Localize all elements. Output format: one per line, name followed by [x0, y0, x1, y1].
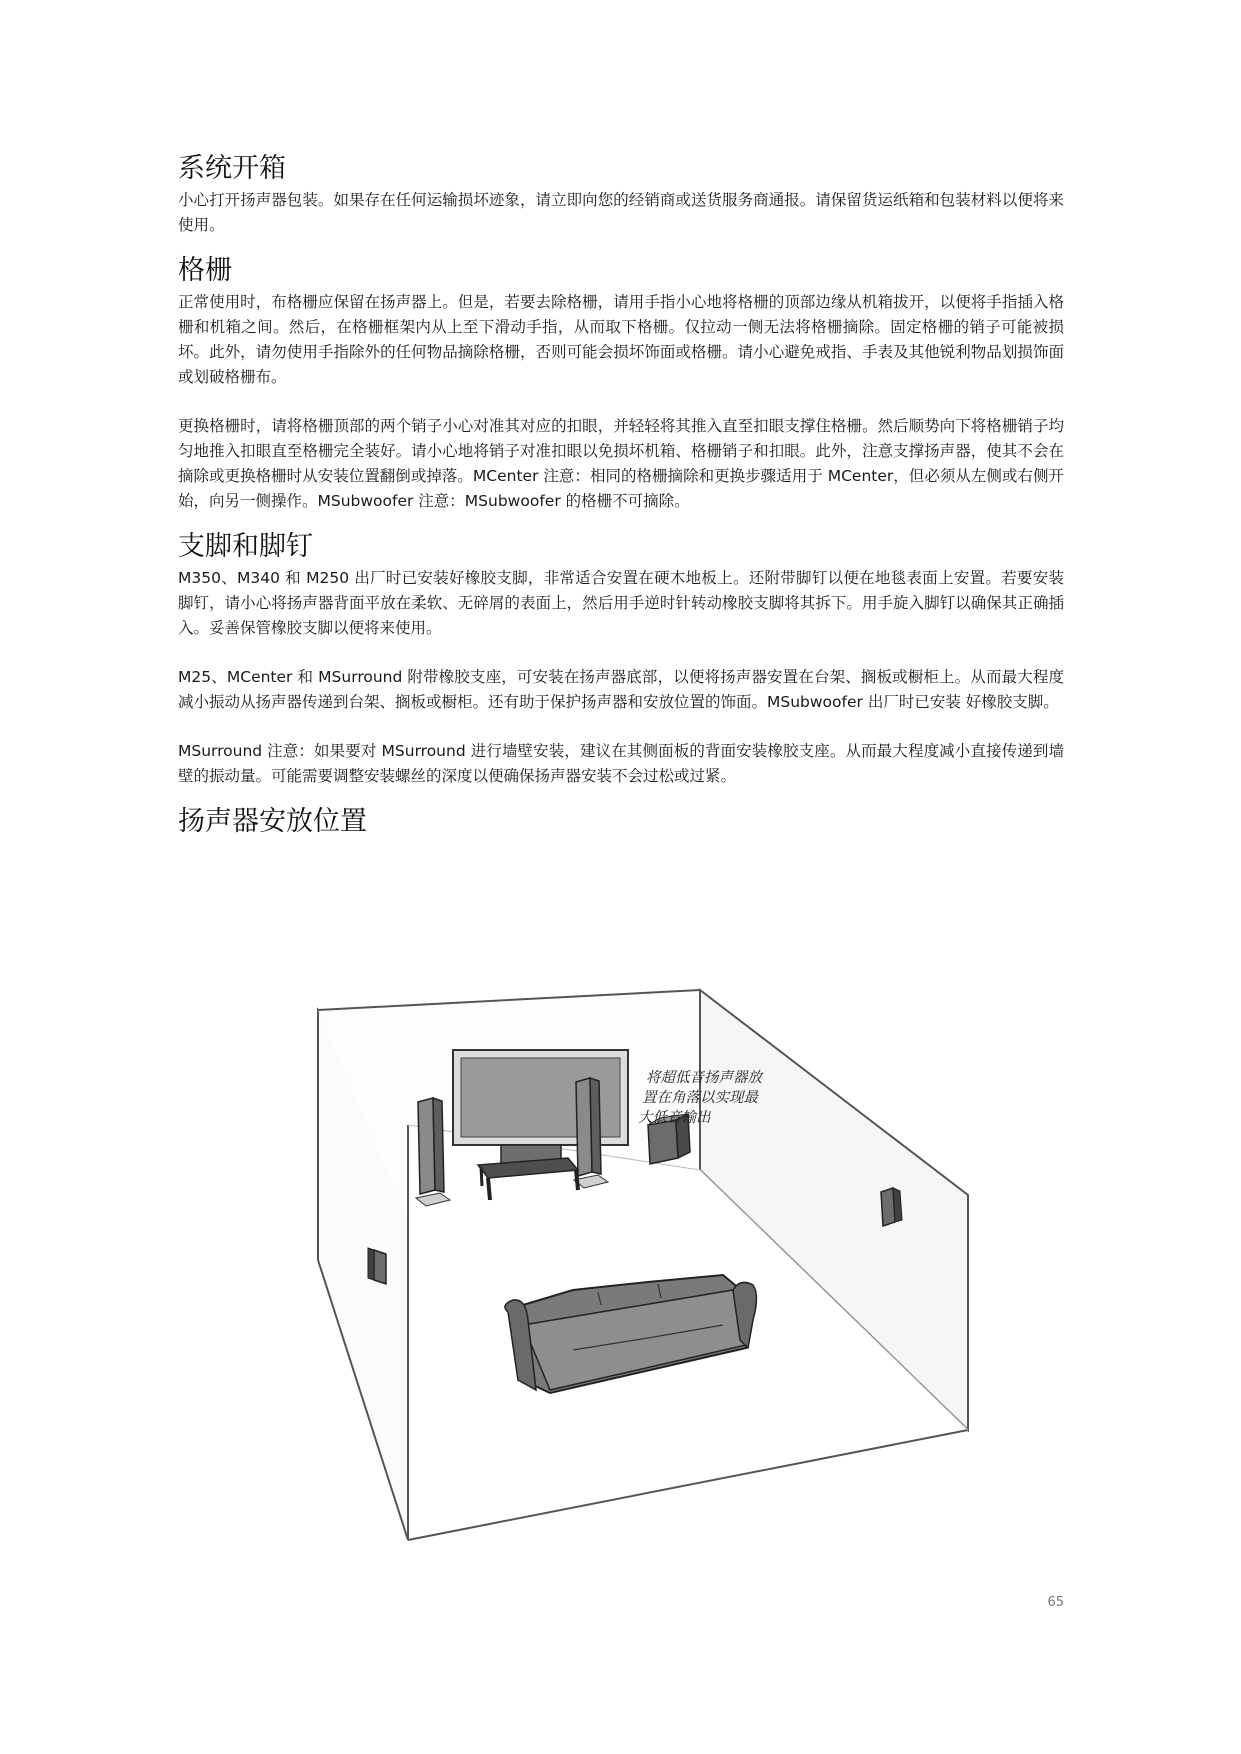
paragraph-grille-replace: 更换格栅时，请将格栅顶部的两个销子小心对准其对应的扣眼，并轻轻将其推入直至扣眼支撑住格栅。然后顺势向下将格栅销子均匀地推入扣眼直至格栅完全装好。请小心地将销子对准扣眼以免损坏机箱、格栅销子和扣眼。此外，注意支撑扬声器，使其不会在摘除或更换格栅时从安装位置翻倒或掉落。MCenter 注意：相同的格栅摘除和更换步骤适用于 MCenter，但必须从左侧或右侧开始，向另一侧操作。MSubwoofer 注意：MSubwoofer 的格栅不可摘除。	[178, 417, 1064, 510]
heading-grille: 格栅	[178, 255, 232, 286]
paragraph-feet-pads: M25、MCenter 和 MSurround 附带橡胶支座，可安装在扬声器底部，以便将扬声器安置在台架、搁板或橱柜上。从而最大程度减小振动从扬声器传递到台架、搁板或橱柜。还有助于保护扬声器和安放位置的饰面。MSubwoofer 出厂时已安装 好橡胶支脚。	[178, 668, 1064, 711]
main-content	[178, 150, 1064, 841]
room-illustration	[318, 990, 968, 1540]
paragraph-feet-spikes: M350、M340 和 M250 出厂时已安装好橡胶支脚，非常适合安置在硬木地板上。还附带脚钉以便在地毯表面上安置。若要安装脚钉，请小心将扬声器背面平放在柔软、无碎屑的表面上，然后用手逆时针转动橡胶支脚将其拆下。用手旋入脚钉以确保其正确插入。妥善保管橡胶支脚以便将来使用。	[178, 569, 1064, 637]
section-grille	[178, 252, 1064, 514]
tv-screen	[453, 1050, 628, 1145]
section-feet	[178, 528, 1064, 789]
heading-feet: 支脚和脚钉	[178, 531, 313, 562]
section-placement	[178, 803, 1064, 841]
callout-line-3: 大低音输出	[638, 1110, 711, 1126]
heading-unpacking: 系统开箱	[178, 153, 286, 184]
section-unpacking	[178, 150, 1064, 238]
left-surround-speaker	[368, 1248, 386, 1284]
heading-placement: 扬声器安放位置	[178, 806, 367, 837]
speaker-placement-diagram	[178, 960, 1064, 1580]
right-surround-speaker	[881, 1188, 902, 1226]
paragraph-unpacking: 小心打开扬声器包装。如果存在任何运输损坏迹象，请立即向您的经销商或送货服务商通报。请保留货运纸箱和包装材料以便将来使用。	[178, 191, 1064, 234]
paragraph-grille-removal: 正常使用时，布格栅应保留在扬声器上。但是，若要去除格栅，请用手指小心地将格栅的顶部边缘从机箱拔开，以便将手指插入格栅和机箱之间。然后，在格栅框架内从上至下滑动手指，从而取下格栅。仅拉动一侧无法将格栅摘除。固定格栅的销子可能被损坏。此外，请勿使用手指除外的任何物品摘除格栅，否则可能会损坏饰面或格栅。请小心避免戒指、手表及其他锐利物品划损饰面或划破格栅布。	[178, 293, 1064, 386]
callout-line-1: 将超低音扬声器放	[646, 1070, 762, 1086]
page-number: 65	[1047, 1595, 1064, 1610]
callout-line-2: 置在角落以实现最	[642, 1090, 758, 1106]
paragraph-feet-msurround: MSurround 注意：如果要对 MSurround 进行墙壁安装，建议在其侧面板的背面安装橡胶支座。从而最大程度减小直接传递到墙壁的振动量。可能需要调整安装螺丝的深度以便确保扬声器安装不会过松或过紧。	[178, 742, 1064, 785]
